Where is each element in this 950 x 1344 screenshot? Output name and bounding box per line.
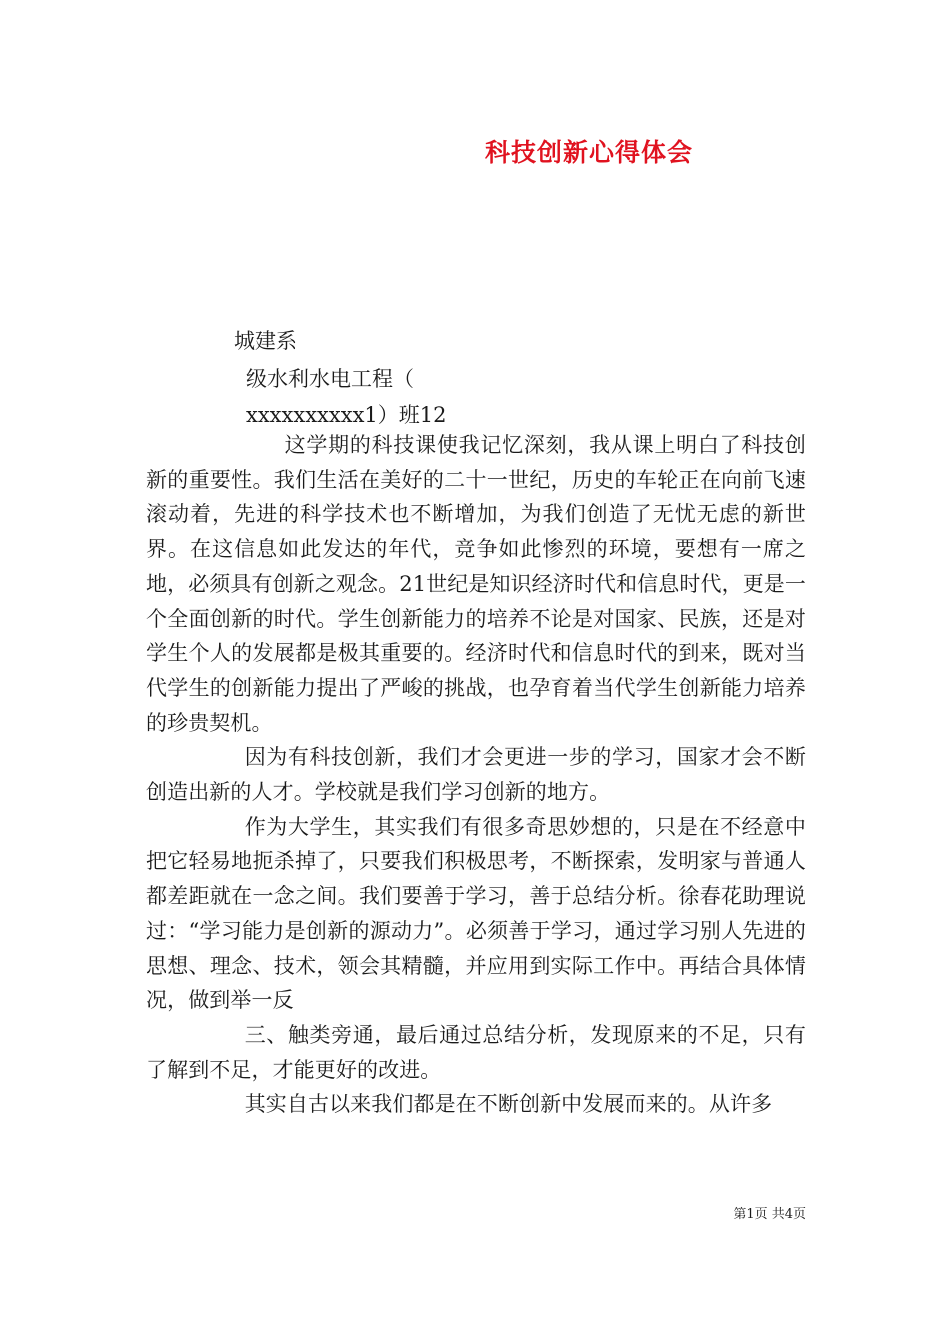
paragraph: 三、触类旁通，最后通过总结分析，发现原来的不足，只有了解到不足，才能更好的改进。 (146, 1022, 806, 1082)
paragraph: 其实自古以来我们都是在不断创新中发展而来的。从许多 (244, 1092, 773, 1117)
department-line: 城建系 (234, 329, 297, 353)
page-number: 第1页 共4页 (733, 1207, 806, 1222)
class-line: 级水利水电工程（ (246, 367, 414, 391)
paragraph: 这学期的科技课使我记忆深刻，我从课上明白了科技创新的重要性。我们生活在美好的二十一世纪，历史的车轮正在向前飞速滚动着，先进的科学技术也不断增加，为我们创造了无忧无虑的新世界。在这信息如此发达的年代，竞争如此惨烈的环境，要想有一席之地，必须具有创新之观念。21世纪是知识经济时代和信息时代，更是一个全面创新的时代。学生创新能力的培养不论是对国家、民族，还是对学生个人的发展都是极其重要的。经济时代和信息时代的到来，既对当代学生的创新能力提出了严峻的挑战，也孕育着当代学生创新能力培养的珍贵契机。 (146, 433, 806, 735)
document-body (146, 428, 806, 1122)
paragraph: 因为有科技创新，我们才会更进一步的学习，国家才会不断创造出新的人才。学校就是我们学习创新的地方。 (146, 745, 806, 805)
paragraph: 作为大学生，其实我们有很多奇思妙想的，只是在不经意中把它轻易地扼杀掉了，只要我们积极思考，不断探索，发明家与普通人都差距就在一念之间。我们要善于学习，善于总结分析。徐春花助理说过：“学习能力是创新的源动力”。必须善于学习，通过学习别人先进的思想、理念、技术，领会其精髓，并应用到实际工作中。再结合具体情况，做到举一反 (146, 814, 806, 1013)
student-id-line: xxxxxxxxxx1）班12 (246, 403, 447, 427)
document-title: 科技创新心得体会 (484, 138, 693, 167)
